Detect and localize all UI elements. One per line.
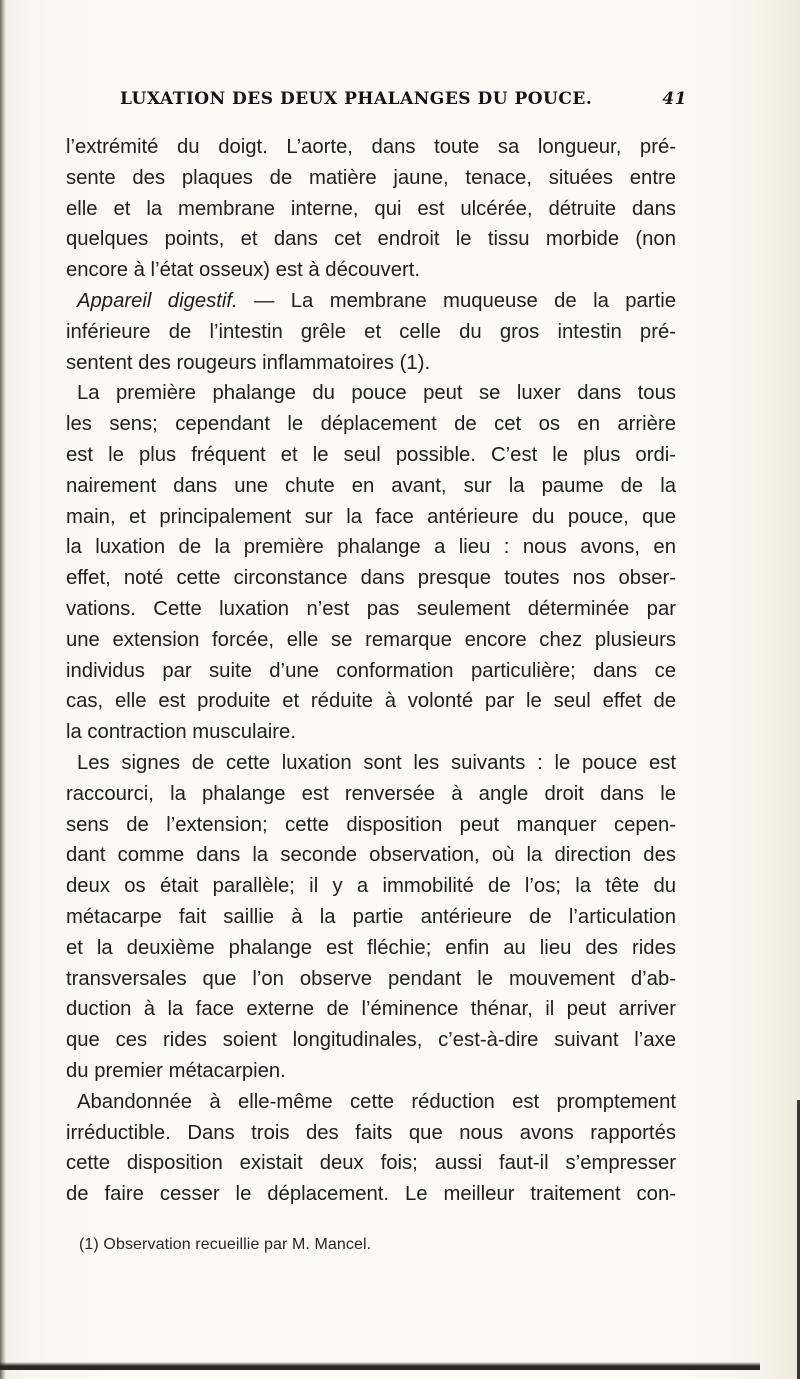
text-line: une extension forcée, elle se remarque encore chez plusieurs xyxy=(66,628,676,651)
text-line: métacarpe fait saillie à la partie antérieure de l’articulation xyxy=(66,905,676,928)
text-line: dant comme dans la seconde observation, où la direction des xyxy=(66,844,676,867)
text-line: sentent des rougeurs inflammatoires (1). xyxy=(66,351,431,374)
section-lead-italic: Appareil digestif. xyxy=(77,289,238,312)
text-line: sens de l’extension; cette disposition peut manquer cepen- xyxy=(66,813,676,836)
text-line: irréductible. Dans trois des faits que nous avons rapportés xyxy=(66,1121,676,1144)
text-line: que ces rides soient longitudinales, c’est-à-dire suivant l’axe xyxy=(66,1029,676,1052)
text-line: deux os était parallèle; il y a immobilité de l’os; la tête du xyxy=(66,875,676,898)
paragraph-start-line: La première phalange du pouce peut se luxer dans tous xyxy=(77,382,676,405)
text-line: elle et la membrane interne, qui est ulcérée, détruite dans xyxy=(66,197,676,220)
paragraph-start-line: Abandonnée à elle-même cette réduction est promptement xyxy=(77,1090,676,1113)
text-line: la contraction musculaire. xyxy=(66,721,296,744)
text-line: cette disposition existait deux fois; aussi faut-il s’empresser xyxy=(66,1152,676,1175)
text-line: cas, elle est produite et réduite à volonté par le seul effet de xyxy=(66,690,676,713)
text-line: quelques points, et dans cet endroit le tissu morbide (non xyxy=(66,228,676,251)
text-line: l’extrémité du doigt. L’aorte, dans toute sa longueur, pré- xyxy=(66,136,676,158)
text-line: les sens; cependant le déplacement de cet os en arrière xyxy=(66,413,676,436)
text-line: et la deuxième phalange est fléchie; enfin au lieu des rides xyxy=(66,936,676,959)
text-line: raccourci, la phalange est renversée à angle droit dans le xyxy=(66,782,676,805)
text-line: du premier métacarpien. xyxy=(66,1059,286,1082)
text-line: de faire cesser le déplacement. Le meilleur traitement con- xyxy=(66,1183,676,1206)
section-line-text: membrane muqueuse de la partie xyxy=(329,289,676,312)
section-dash: — La xyxy=(237,289,330,312)
text-line: vations. Cette luxation n’est pas seulement déterminée par xyxy=(66,597,676,620)
page-bottom-edge-shadow xyxy=(0,1362,760,1370)
running-title: LUXATION DES DEUX PHALANGES DU POUCE. xyxy=(120,89,593,109)
text-line: effet, noté cette circonstance dans presque toutes nos obser- xyxy=(66,567,676,590)
text-line-appareil-digestif xyxy=(66,286,676,317)
text-line: duction à la face externe de l’éminence thénar, il peut arriver xyxy=(66,998,676,1021)
page-number: 41 xyxy=(662,89,687,109)
text-line: encore à l’état osseux) est à découvert. xyxy=(66,259,420,282)
body-text xyxy=(66,132,676,1210)
text-line: nairement dans une chute en avant, sur la paume de la xyxy=(66,474,676,497)
footnote: (1) Observation recueillie par M. Mancel. xyxy=(79,1236,372,1253)
text-line: sente des plaques de matière jaune, tenace, situées entre xyxy=(66,166,676,189)
paragraph-start-line: Les signes de cette luxation sont les suivants : le pouce est xyxy=(77,751,676,774)
text-line: inférieure de l’intestin grêle et celle du gros intestin pré- xyxy=(66,320,676,343)
text-line: la luxation de la première phalange a lieu : nous avons, en xyxy=(66,536,676,559)
text-line: est le plus fréquent et le seul possible. C’est le plus ordi- xyxy=(66,443,676,466)
running-head xyxy=(100,89,690,119)
text-line: transversales que l’on observe pendant le mouvement d’ab- xyxy=(66,967,676,990)
text-line: main, et principalement sur la face antérieure du pouce, que xyxy=(66,505,676,528)
page-left-binding-shadow xyxy=(0,0,6,1379)
text-line: individus par suite d’une conformation particulière; dans ce xyxy=(66,659,676,682)
